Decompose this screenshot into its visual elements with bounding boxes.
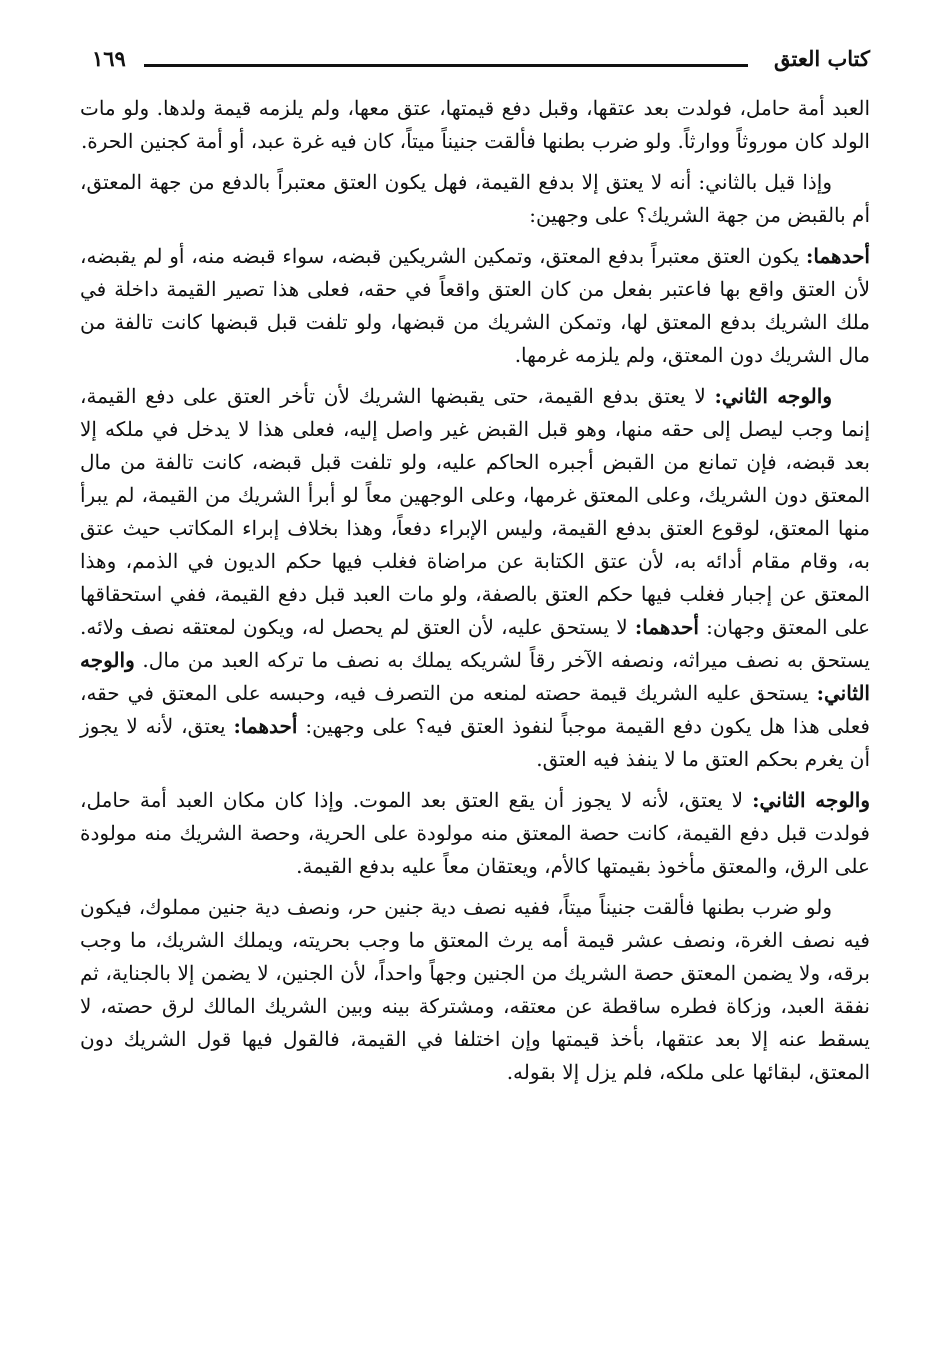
page-number: ١٦٩ bbox=[92, 46, 126, 71]
second-view-label: والوجه الثاني: bbox=[714, 384, 832, 408]
first-view-label: أحدهما: bbox=[805, 244, 870, 268]
sub-first-view-text: لا يستحق عليه، لأن العتق لم يحصل له، ويكون لمعتقه نصف ولائه. يستحق به نصف ميراثه، ونصفه الآخر رقاً لشريكه يملك به نصف ما تركه العبد من مال. bbox=[80, 615, 870, 672]
paragraph-3 bbox=[80, 240, 870, 372]
header-rule bbox=[144, 64, 748, 67]
body-text bbox=[80, 92, 870, 1089]
sub-second-view-text: يستحق عليه الشريك قيمة حصته لمنعه من التصرف فيه، وحبسه على المعتق في حقه، فعلى هذا هل يكون دفع القيمة موجباً لنفوذ العتق فيه؟ على وجهين: bbox=[80, 681, 870, 738]
sub-sub-second-view-label: والوجه الثاني: bbox=[752, 788, 870, 812]
book-page bbox=[80, 40, 870, 1097]
paragraph-2: وإذا قيل بالثاني: أنه لا يعتق إلا بدفع القيمة، فهل يكون العتق معتبراً بالدفع من جهة المعتق، أم بالقبض من جهة الشريك؟ على وجهين: bbox=[80, 170, 870, 227]
paragraph-1: العبد أمة حامل، فولدت بعد عتقها، وقبل دفع قيمتها، عتق معها، ولم يلزمه قيمة ولدها. ولو مات الولد كان موروثاً ووارثاً. ولو ضرب بطنها فألقت جنيناً ميتاً، كان فيه غرة عبد، أو أمة كجنين الحرة. bbox=[80, 96, 870, 153]
book-title: كتاب العتق bbox=[773, 46, 870, 71]
sub-first-view-label: أحدهما: bbox=[634, 615, 699, 639]
sub-sub-first-view-text: يعتق، لأنه لا يجوز أن يغرم بحكم العتق ما لا ينفذ فيه العتق. bbox=[80, 714, 870, 771]
sub-sub-second-view-text: لا يعتق، لأنه لا يجوز أن يقع العتق بعد الموت. وإذا كان مكان العبد أمة حامل، فولدت قبل دفع القيمة، كانت حصة المعتق منه مولودة على الحرية، وحصة الشريك منه مولودة على الرق، والمعتق مأخوذ بقيمتها كالأم، ويعتقان معاً عليه بدفع القيمة. bbox=[80, 788, 870, 878]
paragraph-5 bbox=[80, 784, 870, 883]
first-view-text: يكون العتق معتبراً بدفع المعتق، وتمكين الشريكين قبضه، سواء قبضه منه، أو لم يقبضه، لأن العتق واقع بها فاعتبر بفعل من كان العتق واقعاً في حقه، فعلى هذا تصير القيمة داخلة في ملك الشريك بدفع المعتق لها، وتمكن الشريك من قبضها، ولو تلفت قبل قبضها كانت تالفة من مال الشريك دون المعتق، ولم يلزمه غرمها. bbox=[80, 244, 870, 367]
paragraph-4 bbox=[80, 380, 870, 776]
sub-second-view-label: والوجه الثاني: bbox=[80, 648, 870, 705]
paragraph-6: ولو ضرب بطنها فألقت جنيناً ميتاً، ففيه نصف دية جنين حر، ونصف دية جنين مملوك، فيكون فيه نصف الغرة، ونصف عشر قيمة أمه يرث المعتق ما وجب بحريته، ويملك الشريك، ما وجب برقه، ولا يضمن المعتق حصة الشريك من الجنين وجهاً واحداً، لأن الجنين، لا يضمن إلا بالجناية، ثم نفقة العبد، وزكاة فطره ساقطة عن معتقه، ومشتركة بينه وبين الشريك المالك لرق حصته، لا يسقط عنه إلا بعد عتقها، بأخذ قيمتها وإن اختلفا في القيمة، فالقول فيها قول الشريك دون المعتق، لبقائها على ملكه، فلم يزل إلا بقوله. bbox=[80, 895, 870, 1084]
second-view-text: لا يعتق بدفع القيمة، حتى يقبضها الشريك لأن تأخر العتق على دفع القيمة، إنما وجب ليصل إلى حقه منها، وهو قبل القبض غير واصل إليه، فعلى هذا لا يدخل في ملكه إلا بعد قبضه، فإن تمانع من القبض أجبره الحاكم عليه، ولو تلفت قبل قبضه، كانت تالفة من مال المعتق دون الشريك، وعلى المعتق غرمها، وعلى الوجهين معاً لو أبرأ الشريك من القيمة، لم يبرأ منها المعتق، لوقوع العتق بدفع القيمة، وليس الإبراء دفعاً، وهذا بخلاف إبراء المكاتب حيث عتق به، وقام مقام أدائه به، لأن عتق الكتابة عن مراضاة فغلب فيها حكم الديون في الذمم، وهذا المعتق عن إجبار فغلب فيها حكم العتق بالصفة، ولو مات العبد قبل دفع القيمة، ففي استحقاقها على المعتق وجهان: bbox=[80, 384, 870, 639]
sub-sub-first-view-label: أحدهما: bbox=[233, 714, 298, 738]
running-header bbox=[80, 40, 870, 80]
